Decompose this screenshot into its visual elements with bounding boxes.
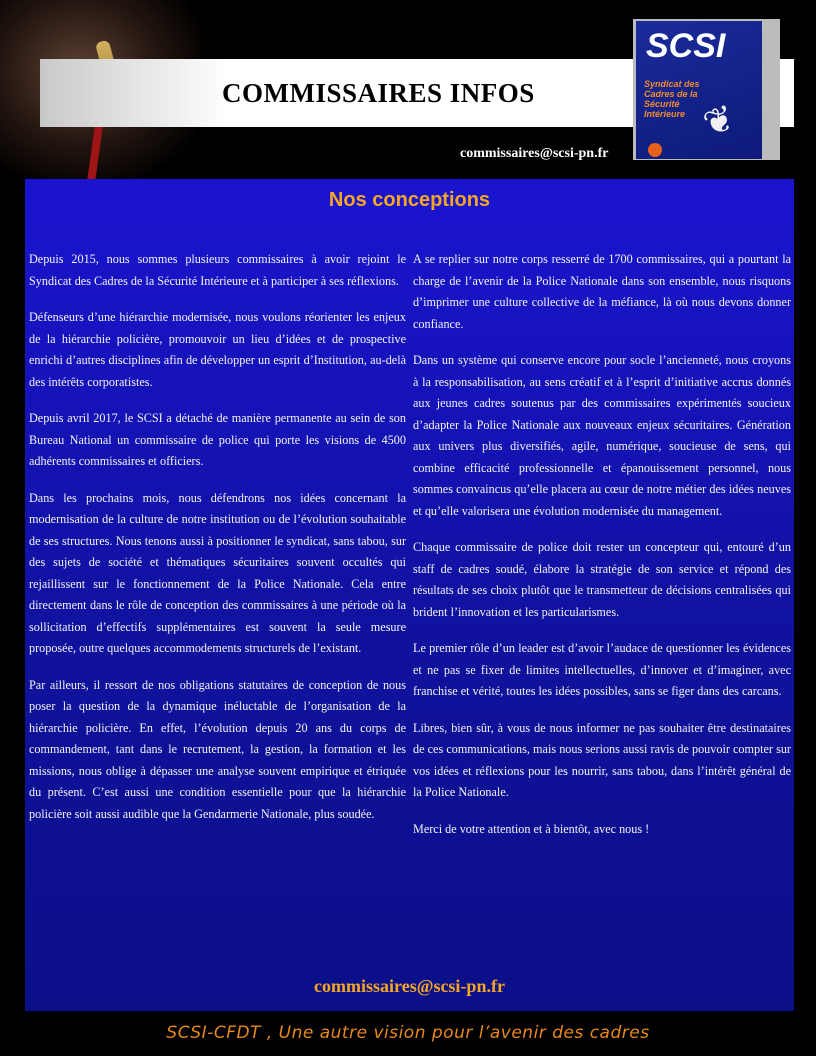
- paragraph: Merci de votre attention et à bientôt, avec nous !: [413, 821, 650, 836]
- right-column: [413, 249, 791, 855]
- header-email-link[interactable]: commissaires@scsi-pn.fr: [460, 146, 609, 161]
- paragraph: Depuis 2015, nous sommes plusieurs commissaires à avoir rejoint le Syndicat des Cadres de la Sécurité Intérieure et à participer à ses réflexions.: [29, 252, 406, 288]
- logo-subtitle-line: Syndicat des: [644, 79, 700, 89]
- paragraph: Dans les prochains mois, nous défendrons nos idées concernant la modernisation de la culture de notre institution ou de l’évolution souhaitable de ses structures. Nous tenons aussi à positionner le syndicat, sans tabou, sur des sujets de société et thématiques sécuritaires souvent occultés qui rejaillissent sur le fonctionnement de la Police Nationale. Cela entre directement dans le rôle de conception des commissaires à une période où la sollicitation d’effectifs supplémentaires est souvent la seule mesure proposée, outre quelques accommodements structurels de l’existant.: [29, 490, 406, 655]
- scsi-logo: [636, 21, 762, 159]
- paragraph: Chaque commissaire de police doit rester un concepteur qui, entouré d’un staff de cadres soudé, élabore la stratégie de son service et répond des résultats de ses choix plutôt que le transmetteur de décisions centralisées qui brident l’innovation et les particularismes.: [413, 540, 791, 619]
- page-title: COMMISSAIRES INFOS: [222, 78, 535, 108]
- logo-acronym: SCSI: [646, 27, 726, 65]
- main-panel: [25, 179, 794, 1011]
- paragraph: Depuis avril 2017, le SCSI a détaché de manière permanente au sein de son Bureau National un commissaire de police qui porte les visions de 4500 adhérents commissaires et officiers.: [29, 411, 406, 468]
- cfdt-dot-icon: [648, 143, 662, 157]
- paragraph: Défenseurs d’une hiérarchie modernisée, nous voulons réorienter les enjeux de la hiérarchie policière, promouvoir un lieu d’idées et de prospective enrichi d’autres disciplines afin de développer un esprit d’Institution, au-delà des intérêts corporatistes.: [29, 310, 406, 389]
- logo-subtitle-line: Cadres de la: [644, 89, 698, 99]
- left-column: [29, 249, 406, 840]
- section-title: Nos conceptions: [328, 189, 491, 211]
- paragraph: Le premier rôle d’un leader est d’avoir l’audace de questionner les évidences et ne pas se fixer de limites intellectuelles, d’innover et d’imaginer, avec franchise et vérité, toutes les idées possibles, sans se figer dans des carcans.: [413, 641, 791, 698]
- footer-email-link[interactable]: commissaires@scsi-pn.fr: [314, 976, 505, 996]
- footer-tagline: SCSI-CFDT , Une autre vision pour l’avenir des cadres: [166, 1023, 650, 1043]
- logo-subtitle-line: Intérieure: [644, 109, 686, 119]
- logo-subtitle-line: Sécurité: [644, 99, 680, 109]
- paragraph: Dans un système qui conserve encore pour socle l’ancienneté, nous croyons à la responsabilisation, au sens créatif et à l’esprit d’initiative accrus donnés aux jeunes cadres soutenus par des commissaires expérimentés soucieux d’adapter la Police Nationale aux nouveaux enjeux sécuritaires. Génération aux univers plus diversifiés, agile, numérique, soucieuse de sens, qui combine efficacité professionnelle et épanouissement personnel, nous sommes convaincus qu’elle placera au cœur de notre métier des idées neuves et qu’elle valorisera une évolution modernisée du management.: [413, 353, 791, 518]
- laurel-icon: ❦: [698, 97, 741, 145]
- paragraph: Libres, bien sûr, à vous de nous informer ne pas souhaiter être destinataires de ces communications, mais nous serions aussi ravis de pouvoir compter sur vos idées et réflexions pour les nourrir, sans tabou, dans l’intérêt général de la Police Nationale.: [413, 720, 791, 799]
- paragraph: A se replier sur notre corps resserré de 1700 commissaires, qui a pourtant la charge de l’avenir de la Police Nationale dans son ensemble, nous risquons d’imprimer une culture collective de la méfiance, là où nous devons donner confiance.: [413, 252, 791, 331]
- paragraph: Par ailleurs, il ressort de nos obligations statutaires de conception de nous poser la question de la dynamique inéluctable de l’organisation de la hiérarchie policière. En effet, l’évolution depuis 20 ans du corps de commandement, tant dans le recrutement, la gestion, la formation et les missions, nous oblige à dépasser une analyse souvent empirique et étriquée du présent. C’est aussi une condition essentielle pour que la hiérarchie policière soit aussi audible que la Gendarmerie Nationale, plus soudée.: [29, 677, 406, 821]
